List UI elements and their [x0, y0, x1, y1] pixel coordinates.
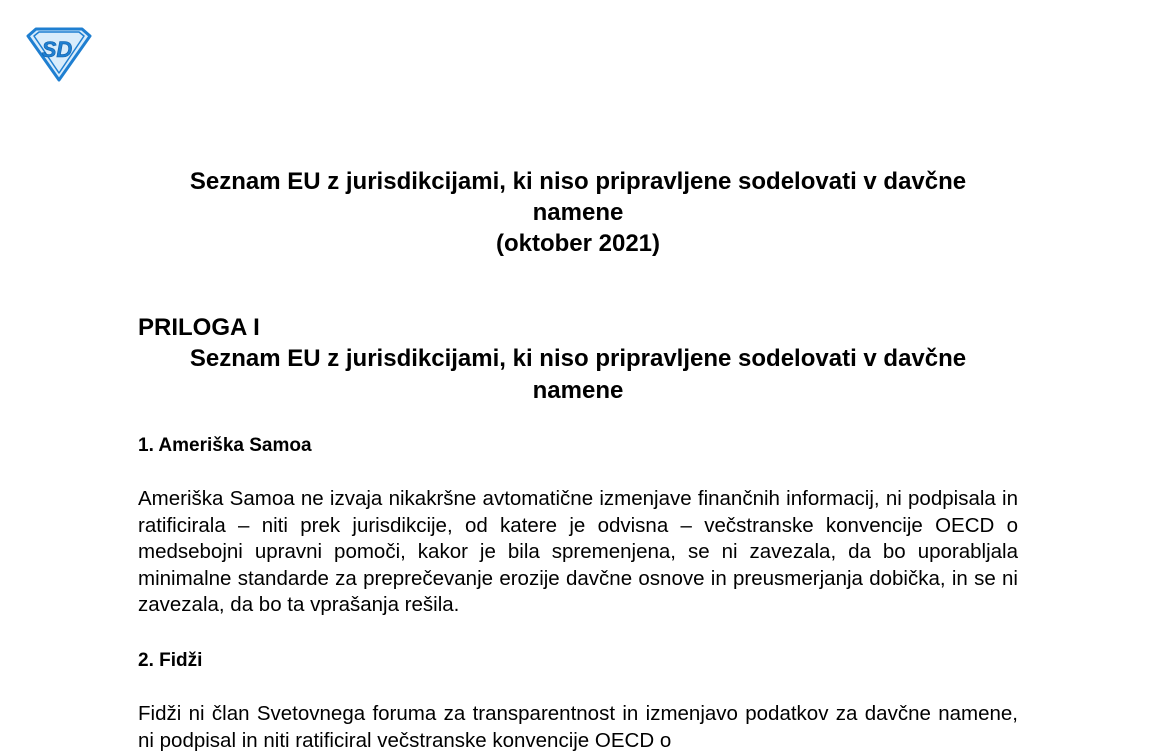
annex-label: PRILOGA I	[138, 314, 260, 341]
section-body-american-samoa: Ameriška Samoa ne izvaja nikakršne avtomatične izmenjave finančnih informacij, ni podpisala in ratificirala – niti prek jurisdikcije, od katere je odvisna – večstranske konvencije OECD o medsebojni upravni pomoči, kakor je bila spremenjena, se ni zavezala, da bo uporabljala minimalne standarde za preprečevanje erozije davčne osnove in preusmerjanja dobička, in se ni zavezala, da bo ta vprašanja rešila.	[138, 487, 1018, 616]
section-heading-fiji: 2. Fidži	[138, 650, 203, 671]
document-title-line-1: Seznam EU z jurisdikcijami, ki niso pripravljene sodelovati v davčne	[189, 168, 967, 195]
svg-text:SD: SD	[41, 37, 73, 62]
annex-title	[138, 343, 1018, 407]
document-title-line-2: namene	[532, 199, 624, 226]
annex-title-line-2: namene	[532, 377, 624, 404]
document-title-date: (oktober 2021)	[495, 230, 661, 257]
annex-title-line-1: Seznam EU z jurisdikcijami, ki niso pripravljene sodelovati v davčne	[189, 345, 967, 372]
document-title	[138, 166, 1018, 259]
section-heading-american-samoa: 1. Ameriška Samoa	[138, 435, 312, 456]
sd-shield-logo-icon	[22, 26, 96, 82]
section-body-fiji: Fidži ni član Svetovnega foruma za transparentnost in izmenjavo podatkov za davčne namene, ni podpisal in niti ratificiral večstranske konvencije OECD o	[138, 702, 1018, 752]
